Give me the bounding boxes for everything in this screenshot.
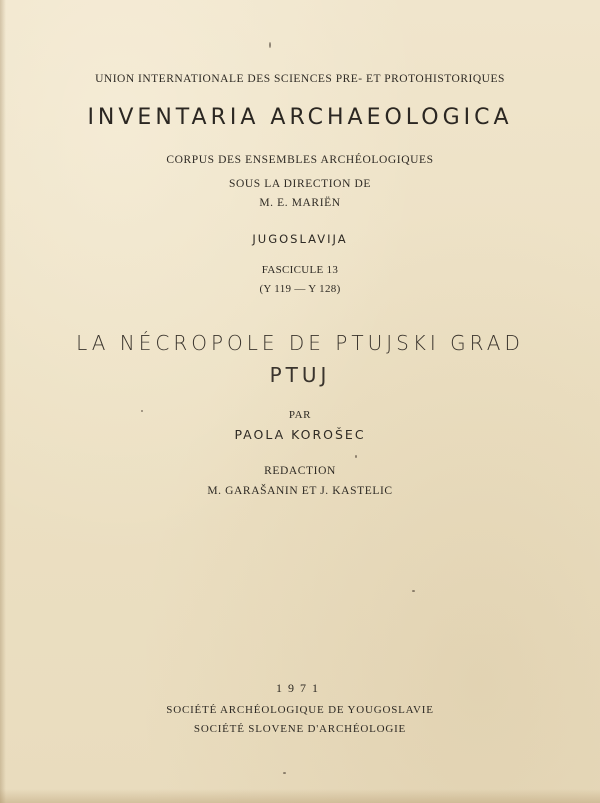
series-title: INVENTARIA ARCHAEOLOGICA (87, 105, 513, 130)
publisher-line-2: SOCIÉTÉ SLOVENE D'ARCHÉOLOGIE (193, 723, 407, 735)
paper-speck (269, 42, 271, 48)
book-subtitle: PTUJ (269, 363, 331, 387)
author-name: PAOLA KOROŠEC (234, 427, 366, 442)
fascicule-number: FASCICULE 13 (261, 264, 339, 276)
country-heading: JUGOSLAVIJA (252, 232, 348, 246)
publication-year: 1971 (276, 681, 324, 695)
redaction-names: M. GARAŠANIN ET J. KASTELIC (207, 485, 393, 497)
paper-speck (283, 772, 286, 774)
paper-speck (141, 410, 143, 412)
union-heading: UNION INTERNATIONALE DES SCIENCES PRE- ET PROTOHISTORIQUES (95, 73, 505, 85)
book-title: LA NÉCROPOLE DE PTUJSKI GRAD (76, 331, 524, 355)
director-name: M. E. MARIËN (259, 197, 341, 209)
direction-line: SOUS LA DIRECTION DE (228, 178, 371, 190)
paper-speck (355, 455, 357, 458)
fascicule-range: (Y 119 — Y 128) (259, 283, 341, 295)
page-bottom-wear (0, 789, 600, 803)
by-label: PAR (288, 409, 312, 421)
redaction-label: REDACTION (264, 465, 336, 477)
corpus-line: CORPUS DES ENSEMBLES ARCHÉOLOGIQUES (166, 154, 434, 166)
publisher-line-1: SOCIÉTÉ ARCHÉOLOGIQUE DE YOUGOSLAVIE (166, 704, 434, 716)
paper-speck (412, 590, 415, 592)
